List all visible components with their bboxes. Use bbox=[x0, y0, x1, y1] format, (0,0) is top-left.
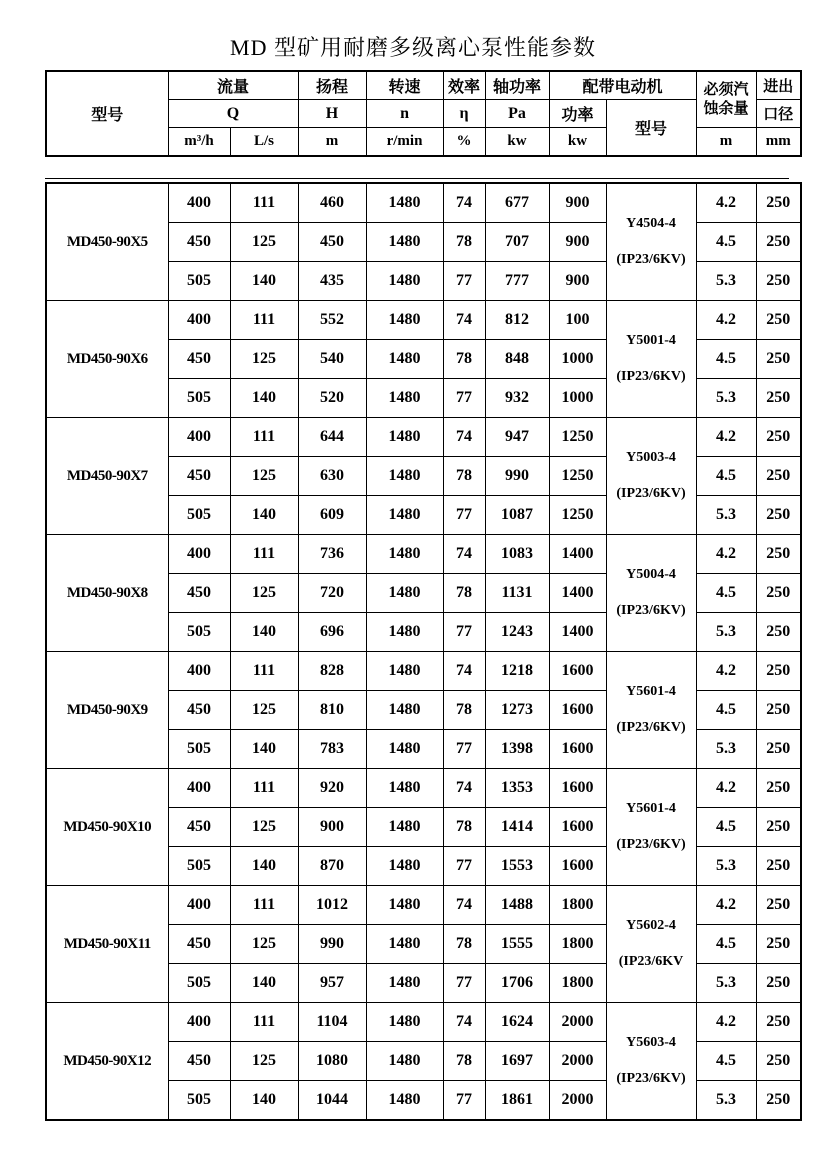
motor-model-cell bbox=[606, 1003, 696, 1121]
cell-npsh-m: 4.2 bbox=[696, 1003, 756, 1042]
cell-flow-ls: 140 bbox=[230, 730, 298, 769]
cell-shaft-power-kw: 1083 bbox=[485, 535, 549, 574]
cell-speed-rmin: 1480 bbox=[366, 769, 443, 808]
cell-npsh-m: 5.3 bbox=[696, 1081, 756, 1121]
cell-efficiency-pct: 74 bbox=[443, 1003, 485, 1042]
cell-speed-rmin: 1480 bbox=[366, 496, 443, 535]
motor-model-line1: Y5601-4 bbox=[626, 801, 676, 816]
cell-speed-rmin: 1480 bbox=[366, 925, 443, 964]
cell-shaft-power-kw: 812 bbox=[485, 301, 549, 340]
cell-efficiency-pct: 78 bbox=[443, 1042, 485, 1081]
cell-port-mm: 250 bbox=[756, 301, 801, 340]
cell-motor-power-kw: 900 bbox=[549, 262, 606, 301]
cell-efficiency-pct: 78 bbox=[443, 574, 485, 613]
motor-model-line2: (IP23/6KV bbox=[618, 954, 684, 969]
cell-flow-ls: 125 bbox=[230, 925, 298, 964]
cell-flow-ls: 125 bbox=[230, 340, 298, 379]
cell-head-m: 460 bbox=[298, 183, 366, 223]
cell-flow-ls: 125 bbox=[230, 457, 298, 496]
cell-port-mm: 250 bbox=[756, 769, 801, 808]
cell-shaft-power-kw: 1697 bbox=[485, 1042, 549, 1081]
table-row bbox=[46, 769, 801, 808]
cell-flow-m3h: 505 bbox=[168, 613, 230, 652]
cell-npsh-m: 4.5 bbox=[696, 925, 756, 964]
cell-flow-ls: 140 bbox=[230, 613, 298, 652]
motor-model-line1: Y4504-4 bbox=[626, 216, 676, 231]
cell-flow-ls: 111 bbox=[230, 769, 298, 808]
cell-shaft-power-kw: 1398 bbox=[485, 730, 549, 769]
cell-head-m: 957 bbox=[298, 964, 366, 1003]
cell-speed-rmin: 1480 bbox=[366, 652, 443, 691]
cell-efficiency-pct: 74 bbox=[443, 652, 485, 691]
header-npsh-line2: 蚀余量 bbox=[703, 100, 749, 117]
cell-shaft-power-kw: 1243 bbox=[485, 613, 549, 652]
cell-motor-power-kw: 1600 bbox=[549, 808, 606, 847]
cell-head-m: 783 bbox=[298, 730, 366, 769]
motor-model-line1: Y5004-4 bbox=[626, 567, 676, 582]
cell-speed-rmin: 1480 bbox=[366, 691, 443, 730]
header-port-line1: 进出 bbox=[756, 71, 801, 100]
cell-speed-rmin: 1480 bbox=[366, 457, 443, 496]
cell-efficiency-pct: 74 bbox=[443, 886, 485, 925]
cell-shaft-power-kw: 677 bbox=[485, 183, 549, 223]
cell-port-mm: 250 bbox=[756, 652, 801, 691]
cell-efficiency-pct: 77 bbox=[443, 847, 485, 886]
cell-npsh-m: 4.5 bbox=[696, 223, 756, 262]
header-unit-npsh-m: m bbox=[696, 128, 756, 157]
motor-model-cell bbox=[606, 301, 696, 418]
motor-model-line1: Y5001-4 bbox=[626, 333, 676, 348]
cell-port-mm: 250 bbox=[756, 691, 801, 730]
cell-motor-power-kw: 1250 bbox=[549, 418, 606, 457]
cell-flow-ls: 140 bbox=[230, 964, 298, 1003]
cell-port-mm: 250 bbox=[756, 418, 801, 457]
cell-npsh-m: 5.3 bbox=[696, 964, 756, 1003]
cell-port-mm: 250 bbox=[756, 847, 801, 886]
cell-flow-m3h: 505 bbox=[168, 847, 230, 886]
motor-model-cell bbox=[606, 769, 696, 886]
cell-flow-ls: 125 bbox=[230, 574, 298, 613]
cell-port-mm: 250 bbox=[756, 340, 801, 379]
motor-model-cell bbox=[606, 183, 696, 301]
motor-model-line1: Y5601-4 bbox=[626, 684, 676, 699]
cell-efficiency-pct: 74 bbox=[443, 535, 485, 574]
cell-npsh-m: 4.2 bbox=[696, 301, 756, 340]
cell-flow-m3h: 400 bbox=[168, 886, 230, 925]
cell-npsh-m: 4.2 bbox=[696, 535, 756, 574]
cell-npsh-m: 4.5 bbox=[696, 457, 756, 496]
cell-head-m: 552 bbox=[298, 301, 366, 340]
header-row-1 bbox=[46, 71, 801, 100]
header-speed-symbol: n bbox=[366, 100, 443, 128]
cell-flow-ls: 140 bbox=[230, 262, 298, 301]
cell-motor-power-kw: 900 bbox=[549, 183, 606, 223]
cell-npsh-m: 4.2 bbox=[696, 769, 756, 808]
cell-flow-m3h: 400 bbox=[168, 418, 230, 457]
cell-flow-m3h: 450 bbox=[168, 1042, 230, 1081]
cell-efficiency-pct: 78 bbox=[443, 691, 485, 730]
pump-model-cell: MD450-90X7 bbox=[46, 418, 168, 535]
cell-efficiency-pct: 78 bbox=[443, 457, 485, 496]
cell-npsh-m: 4.5 bbox=[696, 1042, 756, 1081]
header-head: 扬程 bbox=[298, 71, 366, 100]
motor-model-line2: (IP23/6KV) bbox=[616, 252, 686, 267]
cell-head-m: 870 bbox=[298, 847, 366, 886]
cell-motor-power-kw: 1800 bbox=[549, 886, 606, 925]
cell-flow-ls: 111 bbox=[230, 886, 298, 925]
cell-motor-power-kw: 1600 bbox=[549, 652, 606, 691]
header-unit-m: m bbox=[298, 128, 366, 157]
cell-flow-ls: 111 bbox=[230, 652, 298, 691]
cell-speed-rmin: 1480 bbox=[366, 964, 443, 1003]
cell-motor-power-kw: 1000 bbox=[549, 379, 606, 418]
cell-speed-rmin: 1480 bbox=[366, 223, 443, 262]
cell-motor-power-kw: 1000 bbox=[549, 340, 606, 379]
cell-flow-m3h: 450 bbox=[168, 340, 230, 379]
cell-shaft-power-kw: 1553 bbox=[485, 847, 549, 886]
motor-model-line2: (IP23/6KV) bbox=[616, 837, 686, 852]
cell-flow-ls: 111 bbox=[230, 535, 298, 574]
cell-head-m: 736 bbox=[298, 535, 366, 574]
cell-shaft-power-kw: 1273 bbox=[485, 691, 549, 730]
cell-port-mm: 250 bbox=[756, 613, 801, 652]
cell-flow-m3h: 505 bbox=[168, 1081, 230, 1121]
cell-speed-rmin: 1480 bbox=[366, 808, 443, 847]
header-unit-kw-motor: kw bbox=[549, 128, 606, 157]
cell-motor-power-kw: 1600 bbox=[549, 847, 606, 886]
cell-motor-power-kw: 2000 bbox=[549, 1042, 606, 1081]
cell-head-m: 696 bbox=[298, 613, 366, 652]
header-efficiency-symbol: η bbox=[443, 100, 485, 128]
cell-flow-ls: 140 bbox=[230, 847, 298, 886]
cell-flow-ls: 140 bbox=[230, 1081, 298, 1121]
motor-model-line2: (IP23/6KV) bbox=[616, 1071, 686, 1086]
cell-npsh-m: 4.5 bbox=[696, 808, 756, 847]
motor-model-line1: Y5003-4 bbox=[626, 450, 676, 465]
cell-shaft-power-kw: 777 bbox=[485, 262, 549, 301]
cell-npsh-m: 4.2 bbox=[696, 886, 756, 925]
cell-port-mm: 250 bbox=[756, 1003, 801, 1042]
cell-npsh-m: 4.5 bbox=[696, 691, 756, 730]
cell-efficiency-pct: 77 bbox=[443, 1081, 485, 1121]
cell-npsh-m: 5.3 bbox=[696, 262, 756, 301]
header-npsh-line1: 必须汽 bbox=[703, 81, 749, 98]
cell-motor-power-kw: 1600 bbox=[549, 730, 606, 769]
cell-motor-power-kw: 1400 bbox=[549, 535, 606, 574]
cell-efficiency-pct: 74 bbox=[443, 418, 485, 457]
motor-model-line2: (IP23/6KV) bbox=[616, 603, 686, 618]
cell-efficiency-pct: 78 bbox=[443, 340, 485, 379]
table-row bbox=[46, 183, 801, 223]
cell-flow-m3h: 505 bbox=[168, 964, 230, 1003]
cell-port-mm: 250 bbox=[756, 535, 801, 574]
cell-flow-ls: 125 bbox=[230, 691, 298, 730]
table-row bbox=[46, 886, 801, 925]
cell-head-m: 609 bbox=[298, 496, 366, 535]
cell-efficiency-pct: 77 bbox=[443, 730, 485, 769]
cell-shaft-power-kw: 1624 bbox=[485, 1003, 549, 1042]
cell-flow-ls: 111 bbox=[230, 418, 298, 457]
cell-shaft-power-kw: 848 bbox=[485, 340, 549, 379]
header-pump-model: 型号 bbox=[46, 71, 168, 156]
header-unit-percent: % bbox=[443, 128, 485, 157]
cell-flow-m3h: 450 bbox=[168, 925, 230, 964]
cell-head-m: 920 bbox=[298, 769, 366, 808]
cell-motor-power-kw: 1800 bbox=[549, 925, 606, 964]
cell-efficiency-pct: 78 bbox=[443, 808, 485, 847]
cell-efficiency-pct: 77 bbox=[443, 496, 485, 535]
cell-speed-rmin: 1480 bbox=[366, 379, 443, 418]
cell-motor-power-kw: 1250 bbox=[549, 496, 606, 535]
cell-flow-m3h: 450 bbox=[168, 223, 230, 262]
cell-flow-m3h: 505 bbox=[168, 379, 230, 418]
cell-npsh-m: 5.3 bbox=[696, 613, 756, 652]
table-top-rule bbox=[45, 178, 789, 179]
cell-speed-rmin: 1480 bbox=[366, 340, 443, 379]
cell-port-mm: 250 bbox=[756, 223, 801, 262]
cell-npsh-m: 4.2 bbox=[696, 652, 756, 691]
cell-head-m: 828 bbox=[298, 652, 366, 691]
motor-model-line2: (IP23/6KV) bbox=[616, 720, 686, 735]
cell-motor-power-kw: 1400 bbox=[549, 574, 606, 613]
cell-npsh-m: 5.3 bbox=[696, 496, 756, 535]
cell-efficiency-pct: 77 bbox=[443, 262, 485, 301]
header-unit-kw-shaft: kw bbox=[485, 128, 549, 157]
header-npsh-text bbox=[697, 81, 756, 119]
cell-port-mm: 250 bbox=[756, 1081, 801, 1121]
cell-flow-ls: 111 bbox=[230, 301, 298, 340]
cell-efficiency-pct: 77 bbox=[443, 379, 485, 418]
table-row bbox=[46, 652, 801, 691]
cell-speed-rmin: 1480 bbox=[366, 418, 443, 457]
pump-model-cell: MD450-90X12 bbox=[46, 1003, 168, 1121]
cell-flow-ls: 111 bbox=[230, 183, 298, 223]
cell-flow-m3h: 450 bbox=[168, 457, 230, 496]
table-row bbox=[46, 418, 801, 457]
cell-npsh-m: 5.3 bbox=[696, 730, 756, 769]
cell-head-m: 1104 bbox=[298, 1003, 366, 1042]
cell-npsh-m: 5.3 bbox=[696, 847, 756, 886]
header-motor: 配带电动机 bbox=[549, 71, 696, 100]
cell-speed-rmin: 1480 bbox=[366, 730, 443, 769]
cell-speed-rmin: 1480 bbox=[366, 1042, 443, 1081]
header-motor-model: 型号 bbox=[606, 100, 696, 157]
motor-model-cell bbox=[606, 886, 696, 1003]
motor-model-line1: Y5602-4 bbox=[626, 918, 676, 933]
cell-head-m: 900 bbox=[298, 808, 366, 847]
pump-model-cell: MD450-90X5 bbox=[46, 183, 168, 301]
cell-speed-rmin: 1480 bbox=[366, 847, 443, 886]
cell-npsh-m: 4.5 bbox=[696, 574, 756, 613]
header-npsh bbox=[696, 71, 756, 128]
pump-model-cell: MD450-90X6 bbox=[46, 301, 168, 418]
cell-head-m: 1044 bbox=[298, 1081, 366, 1121]
page-title: MD 型矿用耐磨多级离心泵性能参数 bbox=[230, 35, 596, 60]
cell-speed-rmin: 1480 bbox=[366, 613, 443, 652]
header-speed: 转速 bbox=[366, 71, 443, 100]
cell-head-m: 990 bbox=[298, 925, 366, 964]
cell-efficiency-pct: 78 bbox=[443, 223, 485, 262]
motor-model-line1: Y5603-4 bbox=[626, 1035, 676, 1050]
cell-port-mm: 250 bbox=[756, 457, 801, 496]
header-unit-mm: mm bbox=[756, 128, 801, 157]
header-unit-m3h: m³/h bbox=[168, 128, 230, 157]
cell-speed-rmin: 1480 bbox=[366, 886, 443, 925]
cell-flow-m3h: 400 bbox=[168, 535, 230, 574]
cell-flow-ls: 140 bbox=[230, 379, 298, 418]
cell-speed-rmin: 1480 bbox=[366, 535, 443, 574]
cell-shaft-power-kw: 707 bbox=[485, 223, 549, 262]
cell-port-mm: 250 bbox=[756, 730, 801, 769]
performance-table bbox=[45, 182, 802, 1121]
cell-flow-m3h: 400 bbox=[168, 183, 230, 223]
cell-speed-rmin: 1480 bbox=[366, 1003, 443, 1042]
cell-npsh-m: 4.2 bbox=[696, 418, 756, 457]
motor-model-cell bbox=[606, 652, 696, 769]
cell-motor-power-kw: 2000 bbox=[549, 1081, 606, 1121]
cell-motor-power-kw: 1250 bbox=[549, 457, 606, 496]
motor-model-line2: (IP23/6KV) bbox=[616, 486, 686, 501]
cell-speed-rmin: 1480 bbox=[366, 301, 443, 340]
cell-shaft-power-kw: 1414 bbox=[485, 808, 549, 847]
table-row bbox=[46, 535, 801, 574]
cell-shaft-power-kw: 932 bbox=[485, 379, 549, 418]
cell-shaft-power-kw: 1555 bbox=[485, 925, 549, 964]
cell-port-mm: 250 bbox=[756, 262, 801, 301]
pump-model-cell: MD450-90X9 bbox=[46, 652, 168, 769]
cell-port-mm: 250 bbox=[756, 925, 801, 964]
cell-efficiency-pct: 78 bbox=[443, 925, 485, 964]
cell-head-m: 720 bbox=[298, 574, 366, 613]
cell-flow-ls: 125 bbox=[230, 808, 298, 847]
cell-head-m: 644 bbox=[298, 418, 366, 457]
cell-port-mm: 250 bbox=[756, 496, 801, 535]
cell-flow-m3h: 400 bbox=[168, 1003, 230, 1042]
cell-head-m: 630 bbox=[298, 457, 366, 496]
cell-efficiency-pct: 74 bbox=[443, 301, 485, 340]
cell-port-mm: 250 bbox=[756, 886, 801, 925]
cell-flow-ls: 125 bbox=[230, 223, 298, 262]
cell-efficiency-pct: 77 bbox=[443, 964, 485, 1003]
cell-flow-m3h: 450 bbox=[168, 808, 230, 847]
cell-flow-m3h: 400 bbox=[168, 769, 230, 808]
cell-port-mm: 250 bbox=[756, 964, 801, 1003]
cell-motor-power-kw: 1600 bbox=[549, 769, 606, 808]
cell-speed-rmin: 1480 bbox=[366, 574, 443, 613]
cell-shaft-power-kw: 1353 bbox=[485, 769, 549, 808]
cell-npsh-m: 4.2 bbox=[696, 183, 756, 223]
cell-flow-m3h: 400 bbox=[168, 301, 230, 340]
cell-port-mm: 250 bbox=[756, 379, 801, 418]
cell-flow-ls: 140 bbox=[230, 496, 298, 535]
cell-efficiency-pct: 74 bbox=[443, 183, 485, 223]
cell-shaft-power-kw: 1087 bbox=[485, 496, 549, 535]
cell-shaft-power-kw: 947 bbox=[485, 418, 549, 457]
header-head-symbol: H bbox=[298, 100, 366, 128]
cell-motor-power-kw: 2000 bbox=[549, 1003, 606, 1042]
cell-flow-m3h: 450 bbox=[168, 691, 230, 730]
cell-flow-ls: 111 bbox=[230, 1003, 298, 1042]
cell-flow-ls: 125 bbox=[230, 1042, 298, 1081]
header-port-line2: 口径 bbox=[756, 100, 801, 128]
cell-speed-rmin: 1480 bbox=[366, 183, 443, 223]
cell-flow-m3h: 505 bbox=[168, 496, 230, 535]
pump-model-cell: MD450-90X11 bbox=[46, 886, 168, 1003]
cell-shaft-power-kw: 1218 bbox=[485, 652, 549, 691]
cell-motor-power-kw: 1600 bbox=[549, 691, 606, 730]
motor-model-line2: (IP23/6KV) bbox=[616, 369, 686, 384]
cell-head-m: 810 bbox=[298, 691, 366, 730]
cell-speed-rmin: 1480 bbox=[366, 1081, 443, 1121]
cell-shaft-power-kw: 1861 bbox=[485, 1081, 549, 1121]
header-shaft-power-symbol: Pa bbox=[485, 100, 549, 128]
cell-motor-power-kw: 900 bbox=[549, 223, 606, 262]
cell-shaft-power-kw: 1488 bbox=[485, 886, 549, 925]
header-flow-symbol: Q bbox=[168, 100, 298, 128]
motor-model-cell bbox=[606, 535, 696, 652]
motor-model-cell bbox=[606, 418, 696, 535]
cell-shaft-power-kw: 990 bbox=[485, 457, 549, 496]
cell-efficiency-pct: 74 bbox=[443, 769, 485, 808]
cell-motor-power-kw: 1400 bbox=[549, 613, 606, 652]
cell-port-mm: 250 bbox=[756, 574, 801, 613]
cell-shaft-power-kw: 1131 bbox=[485, 574, 549, 613]
cell-motor-power-kw: 100 bbox=[549, 301, 606, 340]
cell-head-m: 435 bbox=[298, 262, 366, 301]
cell-port-mm: 250 bbox=[756, 808, 801, 847]
cell-npsh-m: 5.3 bbox=[696, 379, 756, 418]
header-unit-rmin: r/min bbox=[366, 128, 443, 157]
cell-head-m: 1012 bbox=[298, 886, 366, 925]
table-row bbox=[46, 1003, 801, 1042]
cell-head-m: 1080 bbox=[298, 1042, 366, 1081]
header-motor-power: 功率 bbox=[549, 100, 606, 128]
cell-head-m: 520 bbox=[298, 379, 366, 418]
cell-flow-m3h: 505 bbox=[168, 730, 230, 769]
pump-model-cell: MD450-90X8 bbox=[46, 535, 168, 652]
table-row bbox=[46, 301, 801, 340]
header-shaft-power: 轴功率 bbox=[485, 71, 549, 100]
cell-flow-m3h: 450 bbox=[168, 574, 230, 613]
cell-port-mm: 250 bbox=[756, 183, 801, 223]
cell-npsh-m: 4.5 bbox=[696, 340, 756, 379]
cell-head-m: 540 bbox=[298, 340, 366, 379]
cell-shaft-power-kw: 1706 bbox=[485, 964, 549, 1003]
table-header bbox=[45, 70, 802, 157]
header-unit-ls: L/s bbox=[230, 128, 298, 157]
cell-port-mm: 250 bbox=[756, 1042, 801, 1081]
header-efficiency: 效率 bbox=[443, 71, 485, 100]
cell-flow-m3h: 400 bbox=[168, 652, 230, 691]
cell-flow-m3h: 505 bbox=[168, 262, 230, 301]
header-flow: 流量 bbox=[168, 71, 298, 100]
cell-efficiency-pct: 77 bbox=[443, 613, 485, 652]
cell-motor-power-kw: 1800 bbox=[549, 964, 606, 1003]
cell-head-m: 450 bbox=[298, 223, 366, 262]
pump-model-cell: MD450-90X10 bbox=[46, 769, 168, 886]
cell-speed-rmin: 1480 bbox=[366, 262, 443, 301]
